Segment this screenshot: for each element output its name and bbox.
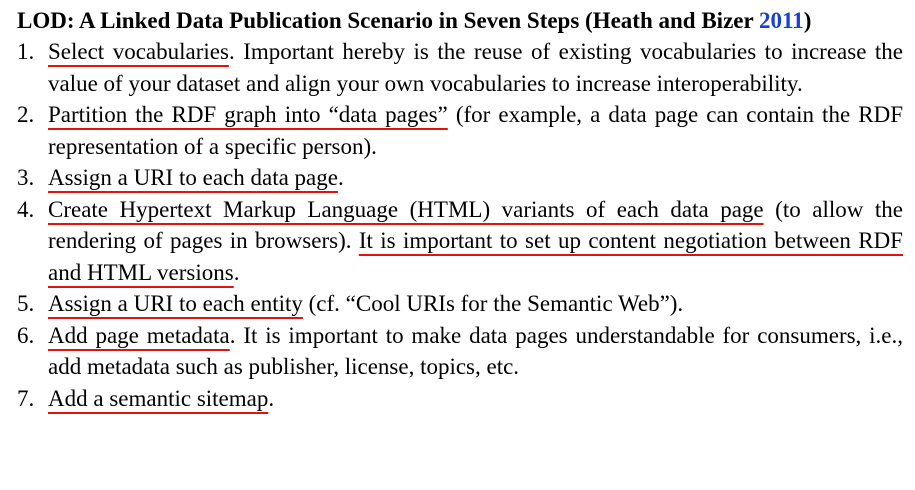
step-text: . It is important to make data pages understandable for consumers, i.e., add metadata such as publisher, license, topics, etc. xyxy=(48,322,904,379)
step-key-phrase: Partition the RDF graph into “data pages” xyxy=(48,102,448,127)
step-number: 3. xyxy=(17,165,35,190)
section-heading xyxy=(17,6,903,36)
step-number: 5. xyxy=(17,291,35,316)
step-key-phrase: Create Hypertext Markup Language (HTML) variants of each data page xyxy=(48,196,764,222)
step-key-phrase: Assign a URI to each data page xyxy=(48,165,338,190)
step-text: (for example, a data page can contain the RDF representation of a specific person). xyxy=(48,102,903,159)
step-key-phrase-secondary: It is important to set up content negotiation between RDF and HTML versions xyxy=(48,228,903,285)
step-number: 7. xyxy=(17,385,35,411)
step-number: 2. xyxy=(17,102,35,127)
step-item-7 xyxy=(17,383,903,415)
step-key-phrase: Add a semantic sitemap xyxy=(48,385,269,411)
step-item-5 xyxy=(17,288,903,320)
step-text: . Important hereby is the reuse of existing vocabularies to increase the value of your dataset and align your own vocabularies to increase interoperability. xyxy=(48,39,904,96)
step-text-end: . xyxy=(233,259,240,285)
step-number: 6. xyxy=(17,322,35,348)
heading-title: LOD: A Linked Data Publication Scenario in Seven Steps (Heath and Bizer xyxy=(17,8,760,33)
step-item-6 xyxy=(17,320,903,383)
step-key-phrase: Select vocabularies xyxy=(48,39,229,64)
step-number: 1. xyxy=(17,39,35,64)
step-item-3 xyxy=(17,162,903,194)
step-text: (cf. “Cool URIs for the Semantic Web”). xyxy=(302,291,684,316)
step-key-phrase: Assign a URI to each entity xyxy=(48,291,303,316)
step-item-4 xyxy=(17,194,903,289)
step-text: . xyxy=(268,385,275,411)
heading-close: ) xyxy=(803,8,812,33)
step-item-1 xyxy=(17,36,903,99)
step-text: (to allow the rendering of pages in browsers). xyxy=(48,196,903,253)
steps-list xyxy=(17,36,903,414)
citation-year-link[interactable]: 2011 xyxy=(759,8,804,33)
step-text: . xyxy=(337,165,344,190)
step-item-2 xyxy=(17,99,903,162)
step-number: 4. xyxy=(17,196,35,222)
step-key-phrase: Add page metadata xyxy=(48,322,230,348)
